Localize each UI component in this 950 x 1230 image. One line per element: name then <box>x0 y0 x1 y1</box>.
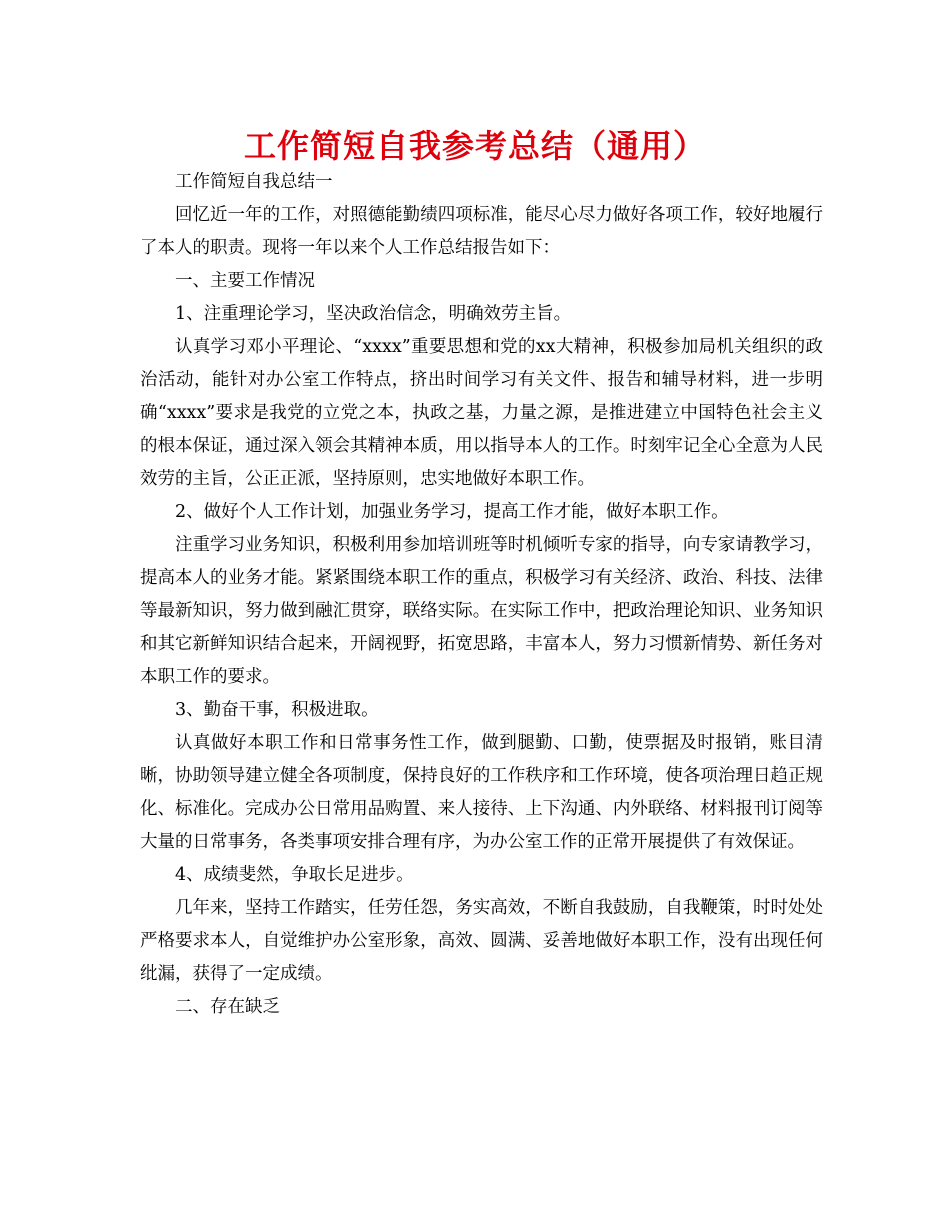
document-title: 工作简短自我参考总结（通用） <box>243 127 706 165</box>
section-heading-2: 二、存在缺乏 <box>175 997 280 1017</box>
item-body-2: 注重学习业务知识，积极利用参加培训班等时机倾听专家的指导，向专家请教学习，提高本人的业务才能。紧紧围绕本职工作的重点，积极学习有关经济、政治、科技、法律等最新知识，努力做到融汇贯穿，联络实际。在实际工作中，把政治理论知识、业务知识和其它新鲜知识结合起来，开阔视野，拓宽思路，丰富本人，努力习惯新情势、新任务对本职工作的要求。 <box>140 535 823 687</box>
item-heading-1: 1、注重理论学习，坚决政治信念，明确效劳主旨。 <box>175 304 572 324</box>
section-heading: 一、主要工作情况 <box>175 271 315 291</box>
item-body-4: 几年来，坚持工作踏实，任劳任怨，务实高效，不断自我鼓励，自我鞭策，时时处处严格要求本人，自觉维护办公室形象，高效、圆满、妥善地做好本职工作，没有出现任何纰漏，获得了一定成绩。 <box>140 898 823 984</box>
item-body-3: 认真做好本职工作和日常事务性工作，做到腿勤、口勤，使票据及时报销，账目清晰，协助领导建立健全各项制度，保持良好的工作秩序和工作环境，使各项治理日趋正规化、标准化。完成办公日常用品购置、来人接待、上下沟通、内外联络、材料报刊订阅等大量的日常事务，各类事项安排合理有序，为办公室工作的正常开展提供了有效保证。 <box>140 733 823 852</box>
item-heading-2: 2、做好个人工作计划，加强业务学习，提高工作才能，做好本职工作。 <box>175 502 729 522</box>
item-heading-3: 3、勤奋干事，积极进取。 <box>175 700 379 720</box>
section-subtitle: 工作简短自我总结一 <box>175 172 333 192</box>
item-body-1: 认真学习邓小平理论、“xxxx”重要思想和党的xx大精神，积极参加局机关组织的政治活动，能针对办公室工作特点，挤出时间学习有关文件、报告和辅导材料，进一步明确“xxxx”要求是我党的立党之本，执政之基，力量之源，是推进建立中国特色社会主义的根本保证，通过深入领会其精神本质，用以指导本人的工作。时刻牢记全心全意为人民效劳的主旨，公正正派，坚持原则，忠实地做好本职工作。 <box>140 337 823 489</box>
document-body <box>140 166 823 1024</box>
intro-paragraph: 回忆近一年的工作，对照德能勤绩四项标准，能尽心尽力做好各项工作，较好地履行了本人的职责。现将一年以来个人工作总结报告如下： <box>140 205 823 258</box>
item-heading-4: 4、成绩斐然，争取长足进步。 <box>175 865 414 885</box>
